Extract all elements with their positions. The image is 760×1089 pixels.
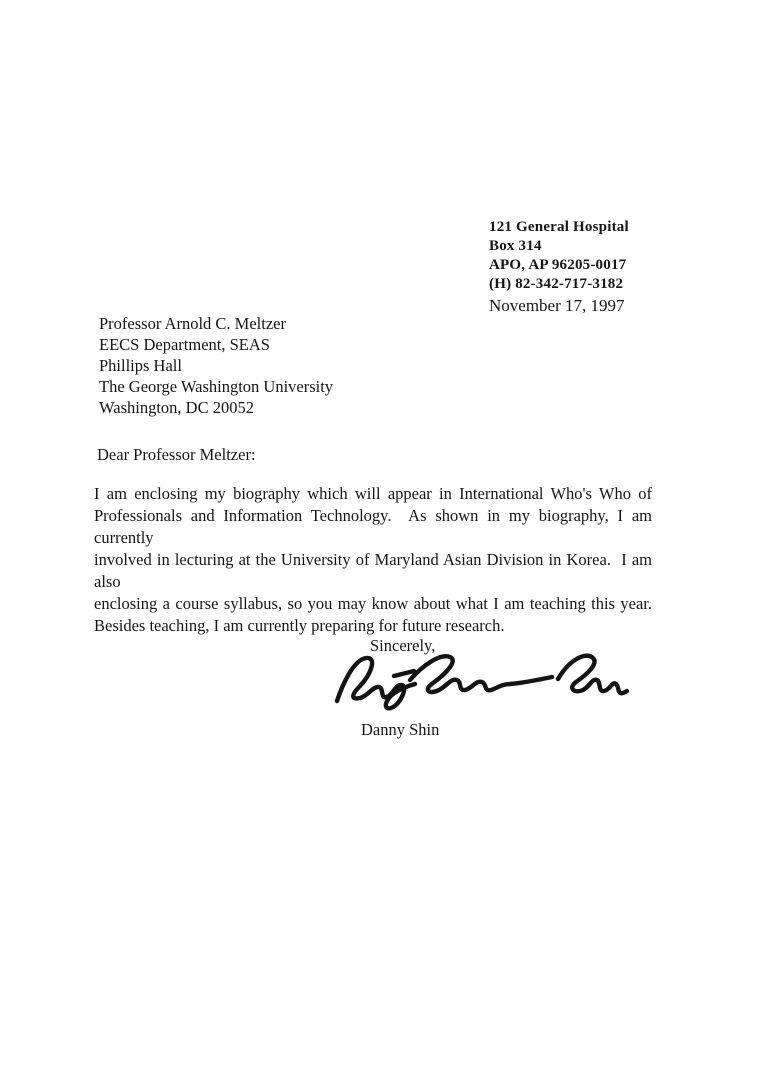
closing-phrase: Sincerely, [370, 636, 436, 655]
letter-body-paragraph [94, 483, 657, 637]
recipient-address-line: Washington, DC 20052 [99, 398, 254, 417]
letter-date: November 17, 1997 [489, 296, 625, 315]
sender-address-line: (H) 82-342-717-3182 [489, 276, 624, 292]
body-line: enclosing a course syllabus, so you may know about what I am teaching this year. [94, 594, 652, 613]
recipient-address-line: The George Washington University [99, 377, 334, 396]
body-line: Besides teaching, I am currently preparing for future research. [94, 616, 505, 635]
signature-name: Danny Shin [361, 720, 440, 739]
handwritten-signature-icon [334, 650, 630, 714]
recipient-address-line: Phillips Hall [99, 356, 182, 375]
body-line: Professionals and Information Technology. As shown in my biography, I am currently [94, 506, 657, 547]
sender-address-block [489, 218, 629, 294]
body-line: I am enclosing my biography which will appear in International Who's Who of [94, 484, 652, 503]
recipient-address-line: EECS Department, SEAS [99, 335, 270, 354]
sender-address-line: APO, AP 96205-0017 [489, 257, 627, 273]
sender-address-line: 121 General Hospital [489, 219, 629, 235]
salutation: Dear Professor Meltzer: [97, 445, 256, 464]
recipient-address-line: Professor Arnold C. Meltzer [99, 314, 286, 333]
body-line: involved in lecturing at the University of Maryland Asian Division in Korea. I am also [94, 550, 657, 591]
recipient-address-block [99, 313, 333, 418]
sender-address-line: Box 314 [489, 238, 542, 254]
